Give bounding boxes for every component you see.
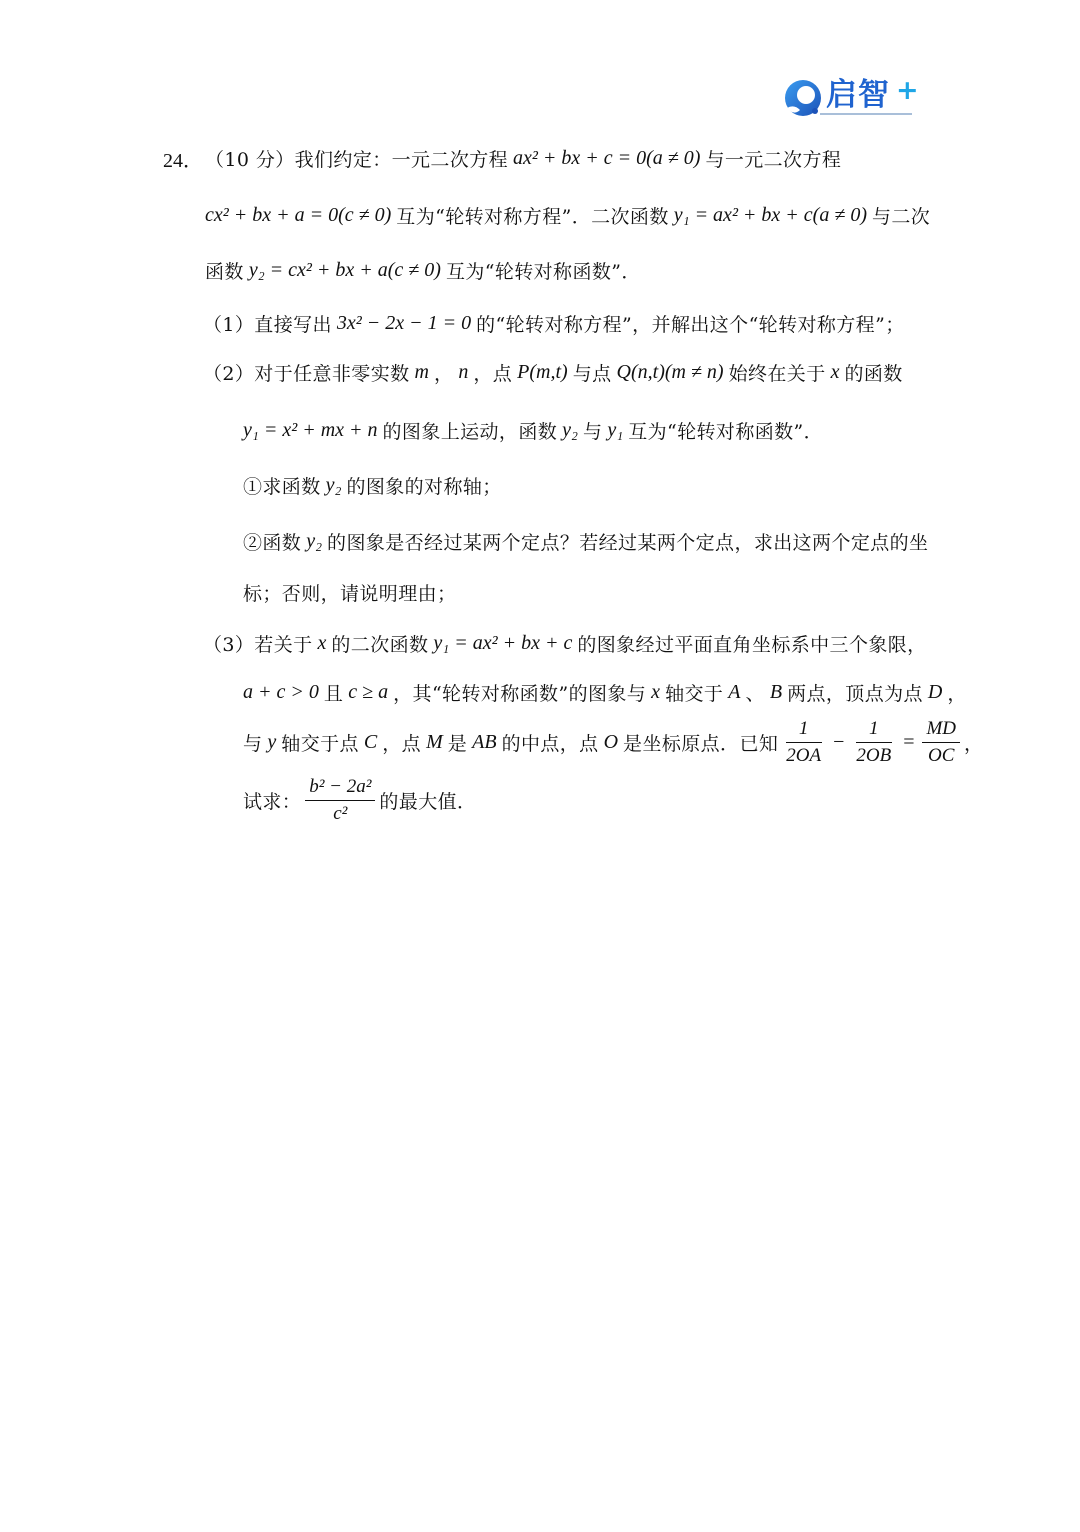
math-expression: ax² + bx + c = 0(a ≠ 0) (513, 146, 701, 169)
question-text: 互为“轮转对称方程”．二次函数 (396, 205, 669, 228)
question-text: 与 (243, 732, 263, 755)
fraction-denominator: 2OA (786, 744, 822, 766)
question-text: （2）对于任意非零实数 (203, 362, 410, 385)
question-text: 轴交于点 (281, 732, 359, 755)
math-expression: B (769, 680, 783, 703)
question-text: ，其“轮转对称函数”的图象与 (393, 682, 647, 705)
question-line-9 (243, 572, 456, 612)
sub-question-2 (203, 352, 903, 392)
question-text: 与一元二次方程 (705, 148, 842, 171)
math-expression: x (830, 360, 840, 383)
question-line-6 (238, 410, 823, 450)
fraction-denominator: c² (333, 802, 348, 824)
question-text: 与 (582, 420, 603, 443)
math-expression: y₁ (607, 418, 624, 441)
question-text: 是 (447, 732, 468, 755)
fraction-numerator: MD (922, 717, 960, 743)
logo-brand-text: 启智 (826, 77, 890, 113)
question-text: （10 分）我们约定：一元二次方程 (205, 148, 509, 171)
question-text: 互为“轮转对称函数”． (445, 260, 641, 283)
math-expression: y₂ (562, 418, 578, 441)
fraction-denominator: OC (928, 744, 955, 766)
question-text: ， (947, 682, 967, 705)
question-text: 标；否则，请说明理由； (243, 582, 457, 605)
question-text: 的函数 (844, 362, 903, 385)
math-expression: y (267, 730, 277, 753)
question-text: 互为“轮转对称函数”． (628, 420, 824, 443)
math-expression: n (458, 360, 469, 383)
fraction-1-over-2OB (852, 717, 895, 768)
question-number: 24． (163, 149, 203, 172)
question-text: ②函数 (243, 531, 302, 554)
equals-operator: = (903, 730, 915, 753)
math-expression: Q(n,t)(m ≠ n) (616, 360, 724, 383)
question-text: 函数 (205, 260, 244, 283)
sub-question-3 (203, 623, 927, 663)
math-expression: y₂ (325, 473, 342, 496)
question-text: 轴交于 (665, 682, 724, 705)
question-text: ①求函数 (243, 475, 321, 498)
logo-mark-icon (782, 78, 826, 118)
math-expression: y₂ = cx² + bx + a(c ≠ 0) (248, 258, 441, 281)
math-expression: A (728, 680, 741, 703)
question-text: 的“轮转对称方程”，并解出这个“轮转对称方程”； (476, 313, 905, 336)
fraction-numerator: 1 (786, 717, 822, 743)
question-text: ，点 (382, 732, 422, 755)
question-text: 的图象上运动，函数 (382, 420, 558, 443)
question-text: 的二次函数 (331, 633, 429, 656)
math-expression: 3x² − 2x − 1 = 0 (336, 311, 472, 334)
question-text: 的最大值． (379, 790, 477, 813)
math-expression: cx² + bx + a = 0(c ≠ 0) (205, 203, 392, 226)
math-expression: M (426, 730, 443, 753)
math-expression: a + c > 0 (243, 680, 319, 703)
fraction-1-over-2OA (782, 717, 825, 768)
question-line-3 (205, 250, 641, 290)
question-line-2 (200, 195, 930, 235)
question-text: （1）直接写出 (203, 313, 332, 336)
sub-question-2-1 (243, 465, 502, 505)
math-expression: y₁ = ax² + bx + c(a ≠ 0) (673, 203, 867, 226)
question-text: 的图象是否经过某两个定点？若经过某两个定点，求出这两个定点的坐 (327, 531, 929, 554)
question-text: （3）若关于 (203, 633, 313, 656)
fraction-target-expression (305, 775, 375, 826)
minus-operator: − (833, 730, 845, 753)
math-expression: D (927, 680, 943, 703)
math-expression: O (603, 730, 619, 753)
math-expression: x (317, 631, 327, 654)
question-text: 是坐标原点．已知 (623, 732, 779, 755)
question-text: 与点 (572, 362, 612, 385)
question-text: 的图象的对称轴； (346, 475, 502, 498)
question-text: 、 (745, 682, 765, 705)
logo-tagline (820, 113, 912, 115)
logo-plus-icon: + (896, 75, 919, 106)
fraction-numerator: b² − 2a² (305, 775, 375, 801)
question-text: 始终在关于 (728, 362, 826, 385)
math-expression: AB (472, 730, 497, 753)
fraction-denominator: 2OB (856, 744, 892, 766)
question-text: 试求： (243, 790, 302, 813)
fraction-numerator: 1 (856, 717, 892, 743)
math-expression: y₂ (306, 529, 323, 552)
sub-question-1 (203, 303, 905, 343)
question-text: 的中点，点 (501, 732, 599, 755)
question-line-11 (238, 672, 967, 712)
question-text: ， (964, 732, 984, 755)
math-expression: y₁ = ax² + bx + c (433, 631, 573, 654)
question-text: 的图象经过平面直角坐标系中三个象限， (577, 633, 927, 656)
math-expression: P(m,t) (517, 360, 568, 383)
question-line-12 (243, 711, 983, 773)
math-expression: c ≥ a (348, 680, 389, 703)
question-text: 且 (323, 682, 344, 705)
math-expression: y₁ = x² + mx + n (243, 418, 378, 441)
question-text: 两点，顶点为点 (787, 682, 923, 705)
question-line-1 (163, 138, 841, 178)
math-expression: m (414, 360, 429, 383)
math-expression: C (363, 730, 378, 753)
fraction-MD-over-OC (922, 717, 960, 768)
math-expression: x (651, 680, 661, 703)
sub-question-2-2 (243, 521, 928, 561)
question-text: 与二次 (871, 205, 931, 228)
question-text: ， (433, 362, 454, 385)
brand-logo (782, 76, 922, 120)
question-line-13 (243, 769, 476, 831)
question-text: ，点 (473, 362, 513, 385)
